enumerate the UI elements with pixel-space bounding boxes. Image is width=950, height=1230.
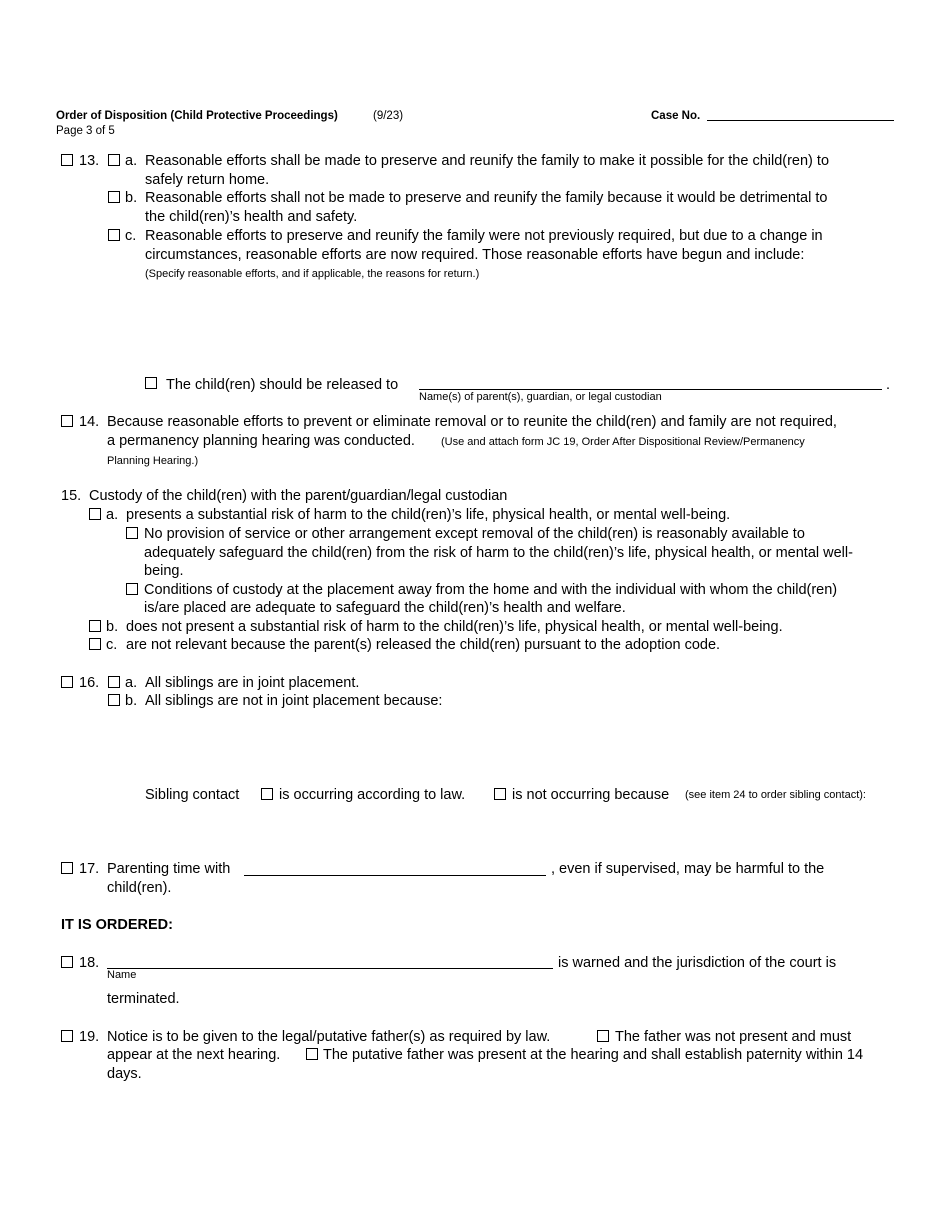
sibling-not-occurring-checkbox[interactable] (494, 788, 506, 800)
item15a-letter: a. (106, 507, 119, 523)
sibling-occurring-checkbox[interactable] (261, 788, 273, 800)
item15b-letter: b. (106, 619, 119, 635)
item16b-text: All siblings are not in joint placement because: (145, 693, 443, 709)
sibling-not-occurring-text: is not occurring because (512, 787, 670, 803)
item16-checkbox[interactable] (61, 676, 73, 688)
item16b-checkbox[interactable] (108, 694, 120, 706)
item17-text-2: child(ren). (107, 880, 172, 896)
ordered-heading: IT IS ORDERED: (61, 917, 173, 933)
item18-number: 18. (79, 955, 100, 971)
item15c-letter: c. (106, 637, 118, 653)
item18-name-field[interactable] (107, 968, 553, 969)
father-not-present-text: The father was not present and must (615, 1029, 852, 1045)
item15a2-text-2: is/are placed are adequate to safeguard the child(ren)’s health and welfare. (144, 600, 626, 616)
item16a-letter: a. (125, 675, 138, 691)
item13c-text-2: circumstances, reasonable efforts are now required. Those reasonable efforts have begun and include: (145, 247, 805, 263)
item15a1-text: No provision of service or other arrangement except removal of the child(ren) is reasonably available to (144, 526, 805, 542)
item19-number: 19. (79, 1029, 100, 1045)
item15-number: 15. (61, 488, 82, 504)
release-label: The child(ren) should be released to (166, 377, 399, 393)
item14-text-2: a permanency planning hearing was conducted. (107, 433, 415, 449)
item15a-text: presents a substantial risk of harm to the child(ren)’s life, physical health, or mental well-being. (126, 507, 731, 523)
item19-checkbox[interactable] (61, 1030, 73, 1042)
putative-father-present-checkbox[interactable] (306, 1048, 318, 1060)
item15c-checkbox[interactable] (89, 638, 101, 650)
item18-checkbox[interactable] (61, 956, 73, 968)
release-name-field[interactable] (419, 389, 882, 390)
item13b-letter: b. (125, 190, 138, 206)
sibling-not-occurring-note: (see item 24 to order sibling contact): (685, 789, 866, 801)
item18-suffix: is warned and the jurisdiction of the court is (558, 955, 837, 971)
item13a-text: Reasonable efforts shall be made to preserve and reunify the family to make it possible for the child(ren) to (145, 153, 830, 169)
item19-text-2: appear at the next hearing. (107, 1047, 281, 1063)
item17-prefix: Parenting time with (107, 861, 231, 877)
release-caption: Name(s) of parent(s), guardian, or legal custodian (419, 391, 662, 403)
item14-text: Because reasonable efforts to prevent or eliminate removal or to reunite the child(ren) and family are not required, (107, 414, 837, 430)
item18-text-2: terminated. (107, 991, 180, 1007)
item15a1-text-3: being. (144, 563, 184, 579)
page-number: Page 3 of 5 (56, 125, 115, 137)
form-title: Order of Disposition (Child Protective Proceedings) (56, 110, 338, 122)
item19-text-3: days. (107, 1066, 142, 1082)
item15b-text: does not present a substantial risk of harm to the child(ren)’s life, physical health, or mental well-being. (126, 619, 783, 635)
item13c-checkbox[interactable] (108, 229, 120, 241)
item18-caption: Name (107, 969, 137, 981)
item15a-checkbox[interactable] (89, 508, 101, 520)
item13b-text: Reasonable efforts shall not be made to preserve and reunify the family because it would be detrimental to (145, 190, 828, 206)
item13-checkbox[interactable] (61, 154, 73, 166)
case-no-label: Case No. (651, 110, 701, 122)
item14-note: (Use and attach form JC 19, Order After Dispositional Review/Permanency (441, 436, 805, 448)
item15-title: Custody of the child(ren) with the parent/guardian/legal custodian (89, 488, 508, 504)
release-checkbox[interactable] (145, 377, 157, 389)
item13-number: 13. (79, 153, 100, 169)
item17-suffix: , even if supervised, may be harmful to the (551, 861, 825, 877)
parenting-time-name-field[interactable] (244, 875, 546, 876)
item13c-text: Reasonable efforts to preserve and reunify the family were not previously required, but due to a change in (145, 228, 823, 244)
putative-father-present-text: The putative father was present at the hearing and shall establish paternity within 14 (323, 1047, 864, 1063)
item15a2-checkbox[interactable] (126, 583, 138, 595)
item17-number: 17. (79, 861, 100, 877)
item14-note-2: Planning Hearing.) (107, 455, 199, 467)
item16b-letter: b. (125, 693, 138, 709)
item13b-text-2: the child(ren)’s health and safety. (145, 209, 358, 225)
release-period: . (886, 377, 891, 393)
item15a1-text-2: adequately safeguard the child(ren) from the risk of harm to the child(ren)’s life, physical health, or mental well- (144, 545, 853, 561)
item19-text: Notice is to be given to the legal/putative father(s) as required by law. (107, 1029, 551, 1045)
case-no-field[interactable] (707, 120, 894, 121)
item13c-note: (Specify reasonable efforts, and if applicable, the reasons for return.) (145, 268, 480, 280)
sibling-occurring-text: is occurring according to law. (279, 787, 466, 803)
item13b-checkbox[interactable] (108, 191, 120, 203)
item15a1-checkbox[interactable] (126, 527, 138, 539)
item16a-text: All siblings are in joint placement. (145, 675, 360, 691)
sibling-contact-label: Sibling contact (145, 787, 240, 803)
item13a-letter: a. (125, 153, 138, 169)
item13a-text-2: safely return home. (145, 172, 270, 188)
item17-checkbox[interactable] (61, 862, 73, 874)
item15c-text: are not relevant because the parent(s) released the child(ren) pursuant to the adoption code. (126, 637, 721, 653)
father-not-present-checkbox[interactable] (597, 1030, 609, 1042)
form-version: (9/23) (373, 110, 404, 122)
item13c-letter: c. (125, 228, 137, 244)
item14-number: 14. (79, 414, 100, 430)
item16-number: 16. (79, 675, 100, 691)
item13a-checkbox[interactable] (108, 154, 120, 166)
item14-checkbox[interactable] (61, 415, 73, 427)
item15b-checkbox[interactable] (89, 620, 101, 632)
item16a-checkbox[interactable] (108, 676, 120, 688)
item15a2-text: Conditions of custody at the placement away from the home and with the individual with whom the child(ren) (144, 582, 838, 598)
